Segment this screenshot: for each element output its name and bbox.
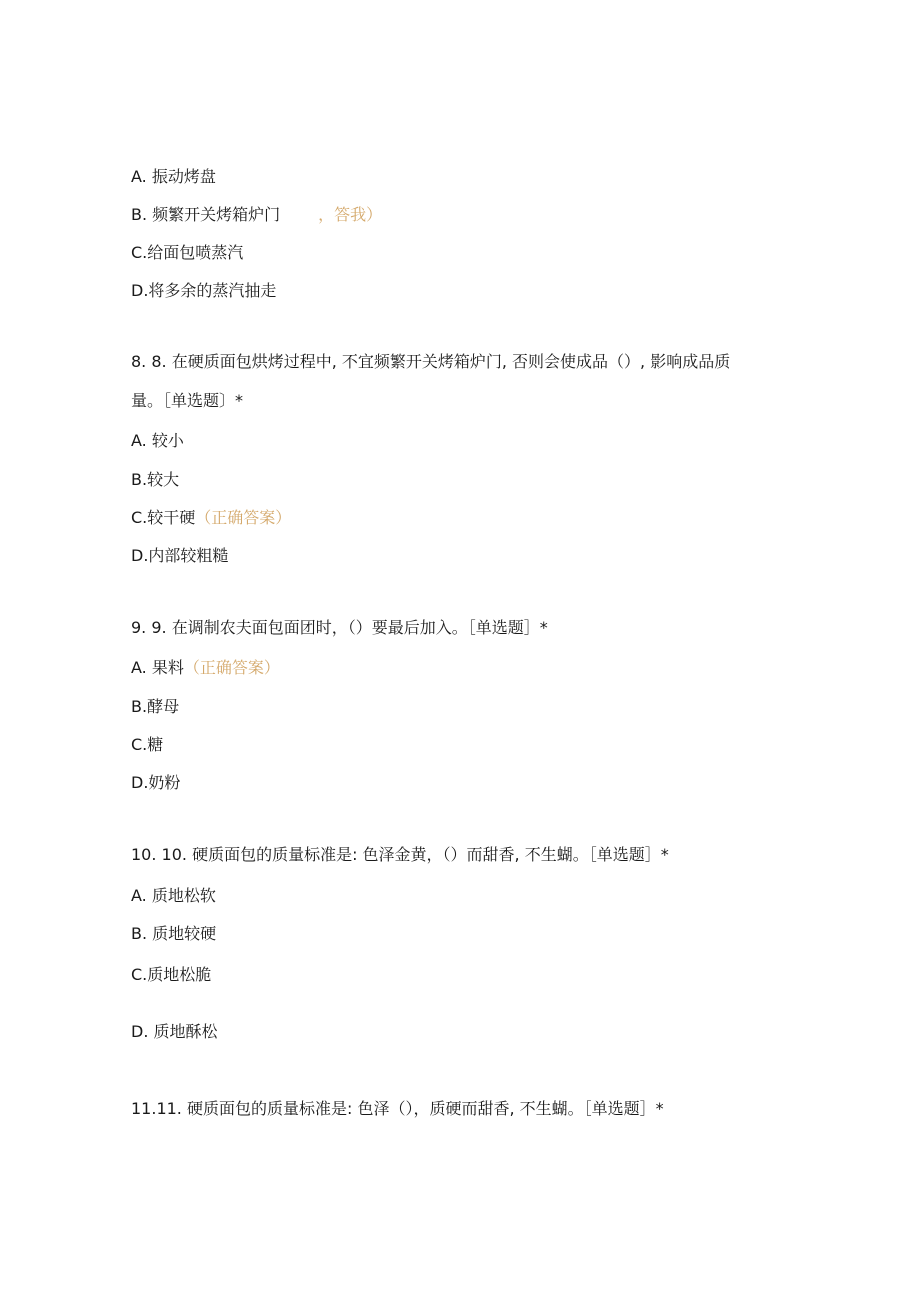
q8-question-line1 (131, 351, 730, 373)
q10-option-c (131, 964, 211, 986)
q10-option-d (131, 1021, 218, 1043)
answer-note: ，答我） (318, 205, 383, 224)
q10-question (131, 844, 669, 866)
q10-option-b (131, 923, 216, 945)
option-text: D.内部较粗糙 (131, 546, 229, 565)
option-text: D.将多余的蒸汽抽走 (131, 281, 277, 300)
question-text: 10. 10. 硬质面包的质量标准是: 色泽金黄，（）而甜香, 不生蝴。［单选题］* (131, 845, 669, 864)
q8-question-line2 (131, 390, 243, 412)
q11-question (131, 1098, 664, 1120)
answer-note: （正确答案） (195, 508, 292, 527)
q7-option-c (131, 242, 243, 264)
option-text: B. 频繁开关烤箱炉门 (131, 205, 281, 224)
q8-option-a (131, 430, 184, 452)
q9-option-c (131, 734, 163, 756)
option-text: C.质地松脆 (131, 965, 212, 984)
q7-option-a (131, 166, 216, 188)
option-text: B.酵母 (131, 697, 180, 716)
q10-option-a (131, 885, 216, 907)
option-text: A. 果料 (131, 658, 184, 677)
answer-note: （正确答案） (183, 658, 280, 677)
question-text: 9. 9. 在调制农夫面包面团时，（）要最后加入。［单选题］* (131, 618, 548, 637)
q8-option-c (131, 507, 291, 529)
option-text: B.较大 (131, 470, 180, 489)
option-text: C.给面包喷蒸汽 (131, 243, 244, 262)
option-text: C.较干硬 (131, 508, 196, 527)
option-text: D. 质地酥松 (131, 1022, 218, 1041)
question-text: 11.11. 硬质面包的质量标准是: 色泽（），质硬而甜香, 不生蝴。［单选题］* (131, 1099, 664, 1118)
q7-option-b (131, 204, 382, 226)
question-text: 量。［单选题〕* (131, 391, 244, 410)
option-text: B. 质地较硬 (131, 924, 217, 943)
option-text: A. 质地松软 (131, 886, 216, 905)
option-text: D.奶粉 (131, 773, 181, 792)
question-text: 8. 8. 在硬质面包烘烤过程中, 不宜频繁开关烤箱炉门, 否则会使成品（）, 影响成品质 (131, 352, 731, 371)
q8-option-b (131, 469, 179, 491)
q8-option-d (131, 545, 228, 567)
q9-option-b (131, 696, 179, 718)
q7-option-d (131, 280, 276, 302)
option-text: A. 振动烤盘 (131, 167, 216, 186)
q9-option-d (131, 772, 180, 794)
option-text: A. 较小 (131, 431, 184, 450)
option-text: C.糖 (131, 735, 164, 754)
q9-question (131, 617, 548, 639)
q9-option-a (131, 657, 280, 679)
